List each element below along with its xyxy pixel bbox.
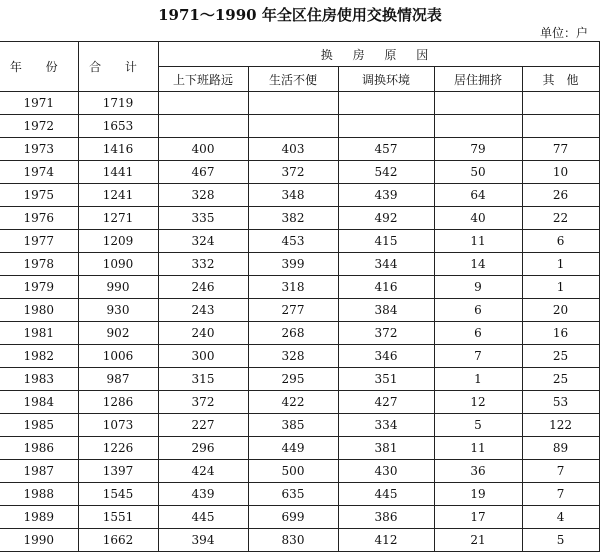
reason-header-other: 其 他 [522, 67, 599, 92]
reason-cell-environment: 344 [338, 253, 434, 276]
reason-cell-commute: 467 [158, 161, 248, 184]
reason-cell-crowding: 7 [434, 345, 522, 368]
reason-cell-commute: 324 [158, 230, 248, 253]
reason-cell-environment: 372 [338, 322, 434, 345]
total-cell: 990 [78, 276, 158, 299]
year-cell: 1972 [0, 115, 78, 138]
table-row [0, 207, 599, 230]
reason-cell-other: 22 [522, 207, 599, 230]
reason-cell-crowding: 11 [434, 437, 522, 460]
total-cell: 930 [78, 299, 158, 322]
reason-cell-crowding: 5 [434, 414, 522, 437]
reason-cell-crowding: 19 [434, 483, 522, 506]
reason-cell-crowding: 50 [434, 161, 522, 184]
year-cell: 1974 [0, 161, 78, 184]
reason-cell-environment: 334 [338, 414, 434, 437]
reason-cell-environment: 346 [338, 345, 434, 368]
year-cell: 1990 [0, 529, 78, 552]
total-cell: 1397 [78, 460, 158, 483]
year-cell: 1984 [0, 391, 78, 414]
reason-cell-other [522, 115, 599, 138]
reason-cell-other: 20 [522, 299, 599, 322]
reason-cell-inconvenience: 453 [248, 230, 338, 253]
reason-cell-other: 25 [522, 368, 599, 391]
total-cell: 1719 [78, 92, 158, 115]
housing-exchange-table [0, 41, 600, 552]
reason-cell-other: 16 [522, 322, 599, 345]
year-cell: 1988 [0, 483, 78, 506]
reason-cell-crowding: 17 [434, 506, 522, 529]
reason-cell-crowding: 9 [434, 276, 522, 299]
table-row [0, 138, 599, 161]
reason-cell-environment: 386 [338, 506, 434, 529]
year-cell: 1986 [0, 437, 78, 460]
reason-cell-inconvenience: 277 [248, 299, 338, 322]
table-row [0, 414, 599, 437]
year-cell: 1976 [0, 207, 78, 230]
reason-cell-inconvenience: 500 [248, 460, 338, 483]
reason-cell-crowding: 40 [434, 207, 522, 230]
year-cell: 1978 [0, 253, 78, 276]
reason-cell-other: 10 [522, 161, 599, 184]
table-row [0, 276, 599, 299]
reason-cell-crowding: 14 [434, 253, 522, 276]
table-row [0, 184, 599, 207]
reason-cell-environment: 381 [338, 437, 434, 460]
total-cell: 1545 [78, 483, 158, 506]
reason-cell-other: 77 [522, 138, 599, 161]
table-row [0, 92, 599, 115]
year-cell: 1987 [0, 460, 78, 483]
table-row [0, 437, 599, 460]
reason-cell-environment: 415 [338, 230, 434, 253]
reason-header-inconvenience: 生活不便 [248, 67, 338, 92]
total-header: 合 计 [78, 42, 158, 92]
reason-cell-environment [338, 92, 434, 115]
table-row [0, 345, 599, 368]
table-row [0, 460, 599, 483]
reason-cell-other: 25 [522, 345, 599, 368]
year-cell: 1973 [0, 138, 78, 161]
year-cell: 1980 [0, 299, 78, 322]
total-cell: 1416 [78, 138, 158, 161]
reason-header-commute: 上下班路远 [158, 67, 248, 92]
total-cell: 1662 [78, 529, 158, 552]
reason-cell-commute: 445 [158, 506, 248, 529]
reason-cell-crowding [434, 115, 522, 138]
reason-cell-crowding: 1 [434, 368, 522, 391]
reason-cell-other: 5 [522, 529, 599, 552]
reason-cell-crowding: 36 [434, 460, 522, 483]
reason-cell-crowding: 21 [434, 529, 522, 552]
reason-cell-inconvenience: 372 [248, 161, 338, 184]
table-row [0, 161, 599, 184]
table-row [0, 391, 599, 414]
reason-cell-environment: 439 [338, 184, 434, 207]
reason-cell-inconvenience: 399 [248, 253, 338, 276]
total-cell: 1286 [78, 391, 158, 414]
reason-cell-environment: 457 [338, 138, 434, 161]
reason-cell-other: 7 [522, 483, 599, 506]
total-cell: 987 [78, 368, 158, 391]
unit-label: 单位：户 [539, 26, 588, 40]
reason-cell-inconvenience: 830 [248, 529, 338, 552]
total-cell: 1551 [78, 506, 158, 529]
reason-cell-commute: 439 [158, 483, 248, 506]
reason-cell-crowding [434, 92, 522, 115]
reason-cell-commute: 394 [158, 529, 248, 552]
reason-cell-inconvenience: 699 [248, 506, 338, 529]
reason-cell-environment: 351 [338, 368, 434, 391]
reason-cell-inconvenience [248, 92, 338, 115]
year-cell: 1975 [0, 184, 78, 207]
reason-cell-commute: 424 [158, 460, 248, 483]
reason-cell-other: 7 [522, 460, 599, 483]
total-cell: 1271 [78, 207, 158, 230]
year-cell: 1977 [0, 230, 78, 253]
reason-cell-commute: 400 [158, 138, 248, 161]
reason-cell-other: 122 [522, 414, 599, 437]
reason-cell-environment: 384 [338, 299, 434, 322]
reason-cell-other: 1 [522, 276, 599, 299]
table-body [0, 92, 599, 552]
reason-cell-commute: 372 [158, 391, 248, 414]
total-cell: 1073 [78, 414, 158, 437]
reason-cell-environment: 412 [338, 529, 434, 552]
reason-cell-crowding: 6 [434, 322, 522, 345]
reason-cell-commute: 300 [158, 345, 248, 368]
total-cell: 902 [78, 322, 158, 345]
reason-cell-environment: 492 [338, 207, 434, 230]
table-row [0, 529, 599, 552]
reason-cell-environment: 430 [338, 460, 434, 483]
total-cell: 1241 [78, 184, 158, 207]
reason-cell-environment: 427 [338, 391, 434, 414]
year-cell: 1985 [0, 414, 78, 437]
reason-cell-other: 6 [522, 230, 599, 253]
reason-cell-environment: 542 [338, 161, 434, 184]
reason-cell-commute: 328 [158, 184, 248, 207]
reason-cell-inconvenience: 449 [248, 437, 338, 460]
total-cell: 1090 [78, 253, 158, 276]
table-row [0, 322, 599, 345]
table-row [0, 230, 599, 253]
year-header: 年 份 [0, 42, 78, 92]
reason-cell-other [522, 92, 599, 115]
reason-cell-crowding: 6 [434, 299, 522, 322]
reason-cell-commute: 246 [158, 276, 248, 299]
reason-cell-other: 4 [522, 506, 599, 529]
reason-cell-inconvenience: 385 [248, 414, 338, 437]
total-cell: 1441 [78, 161, 158, 184]
reason-cell-commute: 296 [158, 437, 248, 460]
table-row [0, 506, 599, 529]
table-row [0, 253, 599, 276]
reason-cell-environment: 416 [338, 276, 434, 299]
reason-cell-other: 89 [522, 437, 599, 460]
reason-cell-commute [158, 115, 248, 138]
reason-cell-inconvenience: 328 [248, 345, 338, 368]
year-cell: 1979 [0, 276, 78, 299]
year-cell: 1989 [0, 506, 78, 529]
reason-cell-inconvenience: 318 [248, 276, 338, 299]
table-row [0, 483, 599, 506]
table-row [0, 368, 599, 391]
reason-cell-inconvenience: 635 [248, 483, 338, 506]
year-cell: 1971 [0, 92, 78, 115]
reason-cell-crowding: 79 [434, 138, 522, 161]
reason-cell-commute: 315 [158, 368, 248, 391]
table-row [0, 299, 599, 322]
reason-cell-crowding: 11 [434, 230, 522, 253]
reason-cell-inconvenience: 422 [248, 391, 338, 414]
total-cell: 1006 [78, 345, 158, 368]
reason-cell-commute: 240 [158, 322, 248, 345]
reason-cell-inconvenience: 268 [248, 322, 338, 345]
reason-cell-inconvenience: 295 [248, 368, 338, 391]
reason-cell-crowding: 12 [434, 391, 522, 414]
total-cell: 1209 [78, 230, 158, 253]
year-cell: 1981 [0, 322, 78, 345]
table-row [0, 115, 599, 138]
reason-cell-commute [158, 92, 248, 115]
reason-header-crowding: 居住拥挤 [434, 67, 522, 92]
table-title: 1971～1990 年全区住房使用交换情况表 [158, 6, 442, 24]
reason-header-environment: 调换环境 [338, 67, 434, 92]
reason-cell-crowding: 64 [434, 184, 522, 207]
reason-cell-inconvenience: 348 [248, 184, 338, 207]
reason-cell-other: 1 [522, 253, 599, 276]
reason-cell-commute: 227 [158, 414, 248, 437]
reason-cell-inconvenience [248, 115, 338, 138]
reason-cell-inconvenience: 403 [248, 138, 338, 161]
reason-group-header: 换 房 原 因 [158, 42, 599, 67]
total-cell: 1226 [78, 437, 158, 460]
year-cell: 1983 [0, 368, 78, 391]
year-cell: 1982 [0, 345, 78, 368]
reason-cell-other: 53 [522, 391, 599, 414]
reason-cell-inconvenience: 382 [248, 207, 338, 230]
reason-cell-environment: 445 [338, 483, 434, 506]
total-cell: 1653 [78, 115, 158, 138]
reason-cell-environment [338, 115, 434, 138]
reason-cell-commute: 243 [158, 299, 248, 322]
reason-cell-commute: 335 [158, 207, 248, 230]
reason-cell-commute: 332 [158, 253, 248, 276]
reason-cell-other: 26 [522, 184, 599, 207]
